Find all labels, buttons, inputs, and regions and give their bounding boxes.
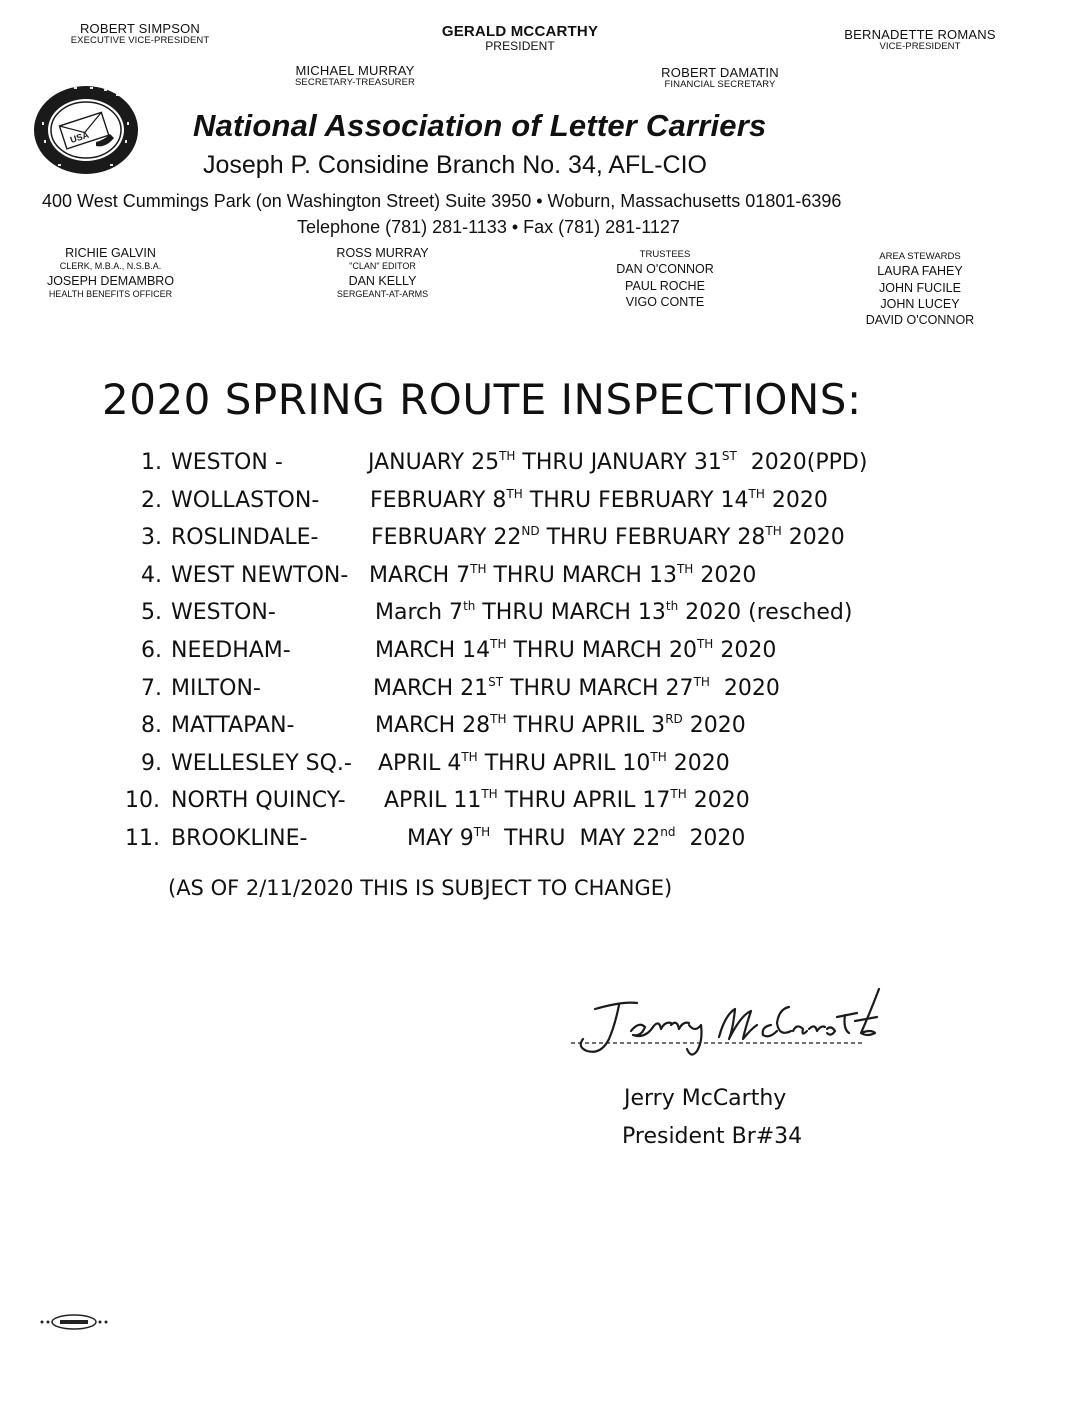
date-text: FEBRUARY 22 (371, 525, 522, 551)
schedule-number: 8. (141, 713, 162, 739)
phone-line: Telephone (781) 281-1133 • Fax (781) 281-1127 (297, 217, 680, 237)
steward-name: JOHN LUCEY (880, 296, 960, 311)
date-text: THRU MARCH 27 (503, 675, 694, 701)
officer-president (400, 24, 640, 52)
officer-name: ROBERT SIMPSON (79, 21, 201, 36)
schedule-dates (369, 563, 756, 588)
date-text: THRU APRIL 17 (497, 788, 671, 814)
schedule-number: 5. (141, 600, 162, 626)
date-suffix: TH (765, 524, 782, 539)
union-seal-logo (30, 82, 142, 178)
schedule-number: 9. (141, 750, 162, 776)
schedule-location: WESTON- (171, 600, 276, 626)
date-suffix: ND (521, 524, 540, 539)
date-suffix: th (463, 599, 476, 614)
officer-vp (820, 28, 1020, 52)
date-text: APRIL 11 (384, 788, 482, 814)
staff-column-1 (28, 245, 193, 301)
date-text: THRU MAY 22 (490, 826, 661, 851)
date-text: FEBRUARY 8 (370, 487, 507, 513)
date-text: 2020 (709, 675, 780, 701)
schedule-dates (373, 676, 780, 701)
schedule-location: NEEDHAM- (171, 638, 291, 663)
date-text: THRU FEBRUARY 28 (539, 525, 766, 551)
date-text: 2020 (713, 638, 777, 663)
date-text: 2020 (693, 562, 757, 588)
date-text: MARCH 21 (373, 675, 489, 701)
trustee-name: PAUL ROCHE (625, 278, 705, 293)
date-text: MARCH 7 (369, 562, 471, 588)
staff-column-2 (300, 245, 465, 301)
date-suffix: TH (506, 486, 523, 501)
officer-exec-vp (40, 22, 240, 46)
schedule-number: 4. (141, 562, 162, 588)
date-text: THRU MARCH 13 (475, 600, 666, 626)
date-text: APRIL 4 (378, 750, 462, 776)
officer-fin-secretary (620, 66, 820, 90)
date-text: JANUARY 25 (368, 450, 500, 475)
schedule-location: WEST NEWTON- (171, 562, 349, 588)
schedule-location: WOLLASTON- (171, 487, 320, 513)
date-text: 2020 (675, 826, 746, 851)
date-text: March 7 (375, 600, 464, 626)
date-suffix: TH (470, 561, 487, 576)
officer-title: SECRETARY-TREASURER (295, 76, 415, 88)
schedule-location: BROOKLINE- (171, 826, 308, 851)
officer-secretary (255, 64, 455, 88)
date-text: 2020 (764, 487, 828, 513)
schedule-dates (378, 751, 730, 776)
stewards-label: AREA STEWARDS (879, 251, 961, 262)
officer-title: FINANCIAL SECRETARY (664, 78, 776, 90)
schedule-dates (375, 713, 746, 738)
date-suffix: RD (665, 712, 683, 727)
date-text: THRU FEBRUARY 14 (522, 487, 749, 513)
staff-title: HEALTH BENEFITS OFFICER (48, 289, 173, 300)
staff-name: ROSS MURRAY (336, 246, 429, 260)
document-title: 2020 SPRING ROUTE INSPECTIONS: (102, 375, 862, 424)
officer-title: VICE-PRESIDENT (879, 40, 961, 52)
date-text: THRU APRIL 10 (477, 750, 651, 776)
schedule-location: WELLESLEY SQ.- (171, 750, 352, 776)
trustee-name: DAN O'CONNOR (616, 262, 714, 277)
schedule-dates (370, 488, 828, 513)
handwritten-signature (565, 985, 885, 1065)
date-suffix: TH (490, 712, 507, 727)
date-suffix: nd (660, 825, 676, 839)
schedule-note: (AS OF 2/11/2020 THIS IS SUBJECT TO CHANGE) (168, 876, 673, 900)
staff-title: SERGEANT-AT-ARMS (336, 289, 429, 300)
officer-name: MICHAEL MURRAY (295, 63, 415, 78)
schedule-location: WESTON - (171, 450, 283, 475)
staff-name: JOSEPH DEMAMBRO (46, 273, 175, 288)
date-suffix: ST (721, 449, 737, 463)
date-suffix: TH (696, 637, 714, 651)
steward-name: LAURA FAHEY (877, 264, 963, 279)
schedule-number: 7. (141, 675, 162, 701)
trustee-name: VIGO CONTE (625, 294, 705, 309)
officer-name: ROBERT DAMATIN (661, 65, 779, 80)
schedule-location: NORTH QUINCY- (171, 788, 346, 814)
schedule-number: 2. (141, 487, 162, 513)
date-text: MARCH 14 (375, 638, 491, 663)
date-text: MAY 9 (407, 826, 474, 851)
date-text: THRU APRIL 3 (506, 713, 666, 739)
signatory-title: President Br#34 (622, 1124, 803, 1149)
schedule-number: 3. (141, 525, 162, 551)
schedule-dates (375, 600, 852, 625)
date-text: 2020(PPD) (736, 450, 868, 475)
schedule-location: MATTAPAN- (171, 713, 295, 739)
seal-text: USA (68, 129, 91, 146)
steward-name: DAVID O'CONNOR (865, 313, 975, 328)
date-text: THRU MARCH 13 (486, 562, 677, 588)
schedule-number: 6. (141, 638, 162, 663)
date-text: 2020 (682, 713, 746, 739)
schedule-dates (375, 638, 776, 663)
branch-name: Joseph P. Considine Branch No. 34, AFL-CIO (203, 151, 707, 179)
date-suffix: TH (461, 749, 478, 764)
date-suffix: TH (650, 749, 667, 764)
officer-title: PRESIDENT (485, 38, 555, 53)
officer-name: BERNADETTE ROMANS (844, 27, 996, 42)
date-suffix: ST (488, 674, 504, 689)
steward-name: JOHN FUCILE (879, 280, 961, 295)
date-text: MARCH 28 (375, 713, 491, 739)
schedule-location: MILTON- (171, 675, 261, 701)
staff-name: DAN KELLY (348, 273, 417, 288)
schedule-location: ROSLINDALE- (171, 525, 319, 551)
date-text: 2020 (666, 750, 730, 776)
date-text: 2020 (resched) (678, 600, 853, 626)
schedule-dates (368, 450, 867, 475)
schedule-number: 11. (125, 826, 160, 851)
schedule-number: 1. (141, 450, 162, 475)
date-suffix: TH (490, 637, 507, 651)
schedule-number: 10. (125, 788, 160, 814)
union-bug-mark (34, 1312, 114, 1332)
schedule-dates (407, 826, 745, 851)
schedule-dates (384, 788, 750, 813)
staff-name: RICHIE GALVIN (65, 246, 156, 260)
date-suffix: TH (693, 674, 710, 689)
officer-name: GERALD MCCARTHY (441, 23, 599, 40)
date-suffix: TH (670, 787, 687, 802)
signatory-name: Jerry McCarthy (624, 1086, 787, 1111)
date-text: 2020 (686, 788, 750, 814)
schedule-dates (371, 525, 845, 550)
date-text: THRU MARCH 20 (506, 638, 697, 663)
staff-title: "CLAN" EDITOR (349, 261, 416, 272)
stewards-column (845, 251, 995, 328)
date-suffix: TH (499, 449, 516, 463)
staff-title: CLERK, M.B.A., N.S.B.A. (59, 261, 162, 272)
date-suffix: TH (676, 561, 694, 576)
date-suffix: TH (473, 825, 491, 839)
trustees-label: TRUSTEES (639, 249, 691, 260)
date-suffix: TH (481, 787, 498, 802)
trustees-column (585, 249, 745, 310)
date-suffix: TH (748, 486, 765, 501)
date-text: 2020 (781, 525, 845, 551)
date-suffix: th (665, 599, 679, 614)
officer-title: EXECUTIVE VICE-PRESIDENT (70, 34, 210, 46)
organization-name: National Association of Letter Carriers (193, 108, 767, 143)
address-line: 400 West Cummings Park (on Washington Street) Suite 3950 • Woburn, Massachusetts 01801-6396 (42, 191, 842, 211)
date-text: THRU JANUARY 31 (515, 450, 722, 475)
